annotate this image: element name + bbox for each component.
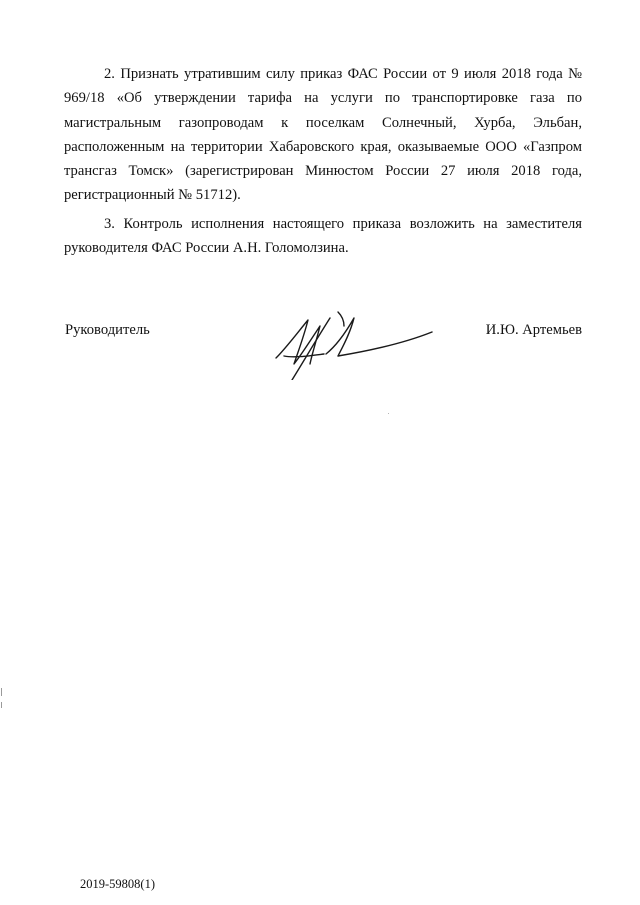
signature-stroke (326, 318, 432, 356)
scan-edge-mark (1, 702, 2, 708)
signatory-title: Руководитель (65, 322, 150, 338)
paragraph-3 (64, 212, 582, 261)
handwritten-signature (272, 308, 442, 380)
paragraph-2-text: 2. Признать утратившим силу приказ ФАС России от 9 июля 2018 года № 969/18 «Об утверждении тарифа на услуги по транспортировке газа по магистральным газопроводам к поселкам Солнечный, Хурба, Эльбан, расположенным на территории Хабаровского края, оказываемые ООО «Газпром трансгаз Томск» (зарегистрирован Минюстом России 27 июля 2018 года, регистрационный № 51712). (64, 66, 582, 204)
signature-stroke (284, 354, 324, 357)
signature-stroke (338, 312, 344, 326)
document-number: 2019-59808(1) (80, 877, 155, 891)
paragraph-2 (64, 62, 582, 208)
signature-stroke (292, 318, 330, 380)
scan-edge-mark (1, 688, 2, 696)
signature-stroke (276, 320, 320, 364)
signatory-name: И.Ю. Артемьев (485, 322, 582, 338)
paragraph-3-text: 3. Контроль исполнения настоящего приказа возложить на заместителя руководителя ФАС России А.Н. Голомолзина. (64, 216, 582, 257)
scan-speck (388, 413, 389, 414)
